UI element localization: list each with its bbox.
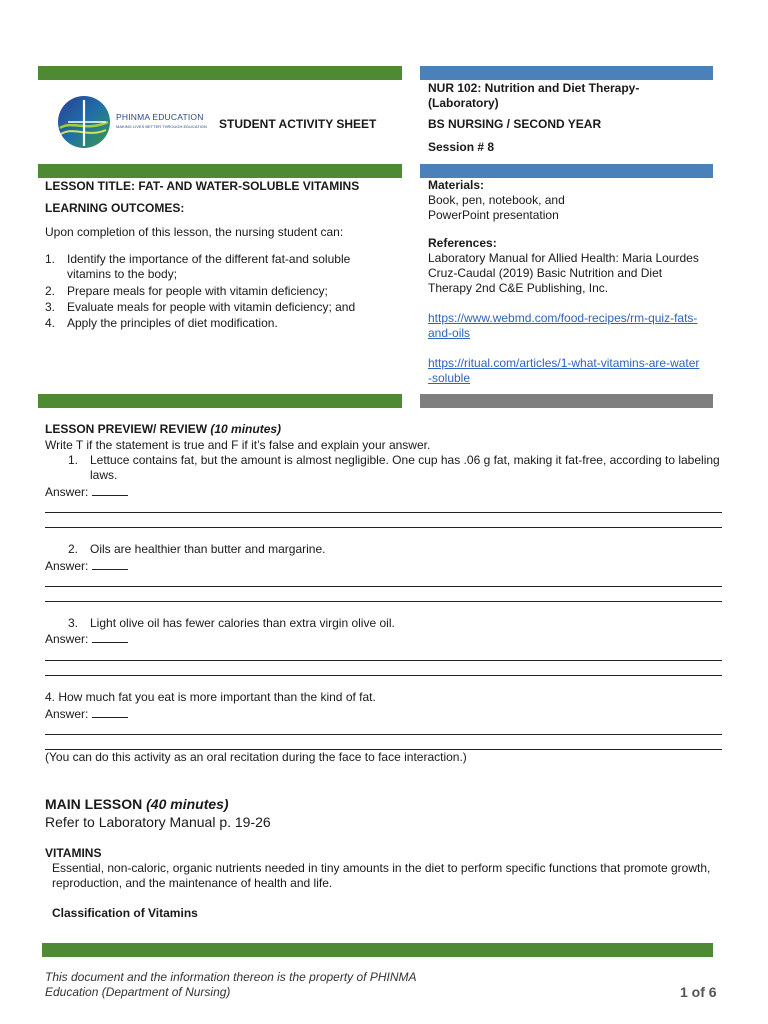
- question-1-number: 1.: [68, 453, 79, 467]
- logo-tagline: MAKING LIVES BETTER THROUGH EDUCATION: [116, 124, 207, 129]
- outcome-number: 3.: [45, 300, 56, 314]
- answer-label: Answer:: [45, 485, 89, 499]
- reference-link-ritual[interactable]: https://ritual.com/articles/1-what-vitamins-are-water-soluble: [428, 356, 700, 385]
- materials-text: Book, pen, notebook, and PowerPoint presentation: [428, 193, 565, 222]
- references-heading: References:: [428, 236, 497, 250]
- preview-instructions: Write T if the statement is true and F if it’s false and explain your answer.: [45, 438, 431, 452]
- answer-3: [45, 631, 128, 646]
- answer-label: Answer:: [45, 632, 89, 646]
- phinma-logo-icon: [56, 92, 112, 152]
- materials-heading: Materials:: [428, 178, 485, 192]
- answer-4: [45, 706, 128, 721]
- references-text: Laboratory Manual for Allied Health: Maria Lourdes Cruz-Caudal (2019) Basic Nutrition and Diet Therapy 2nd C&E Publishing, Inc.: [428, 251, 699, 295]
- question-2-text: Oils are healthier than butter and margarine.: [90, 542, 326, 556]
- session-number: Session # 8: [428, 140, 495, 154]
- preview-heading: [45, 422, 281, 436]
- answer-blank[interactable]: [92, 558, 128, 570]
- main-lesson-heading-time: (40 minutes): [146, 796, 229, 812]
- course-title: NUR 102: Nutrition and Diet Therapy-(Laboratory): [428, 81, 640, 110]
- answer-line[interactable]: [45, 601, 722, 602]
- vitamins-definition: Essential, non-caloric, organic nutrients needed in tiny amounts in the diet to perform specific functions that promote growth, reproduction, and the maintenance of health and life.: [52, 861, 711, 890]
- answer-line[interactable]: [45, 734, 722, 735]
- sheet-title: STUDENT ACTIVITY SHEET: [219, 117, 377, 131]
- answer-line[interactable]: [45, 675, 722, 676]
- header-blue-bar: [420, 66, 713, 80]
- divider-gray-bar: [420, 394, 713, 408]
- main-lesson-refer: Refer to Laboratory Manual p. 19-26: [45, 814, 271, 830]
- outcome-text: Evaluate meals for people with vitamin deficiency; and: [67, 300, 356, 314]
- question-1-text: Lettuce contains fat, but the amount is almost negligible. One cup has .06 g fat, making it fat-free, according to labeling laws.: [90, 453, 720, 482]
- outcomes-intro: Upon completion of this lesson, the nursing student can:: [45, 225, 344, 239]
- preview-heading-text: LESSON PREVIEW/ REVIEW: [45, 422, 211, 436]
- answer-line[interactable]: [45, 660, 722, 661]
- outcome-number: 1.: [45, 252, 56, 266]
- learning-outcomes-heading: LEARNING OUTCOMES:: [45, 201, 185, 215]
- classification-heading: Classification of Vitamins: [52, 906, 198, 920]
- question-2-number: 2.: [68, 542, 79, 556]
- question-3-number: 3.: [68, 616, 79, 630]
- phinma-logo: [56, 92, 226, 152]
- answer-line[interactable]: [45, 527, 722, 528]
- logo-text: PHINMA EDUCATION: [116, 112, 204, 122]
- answer-label: Answer:: [45, 559, 89, 573]
- answer-2: [45, 558, 128, 573]
- preview-note: (You can do this activity as an oral recitation during the face to face interaction.): [45, 750, 467, 764]
- footer-green-bar: [42, 943, 713, 957]
- footer-disclaimer: This document and the information thereon is the property of PHINMA Education (Department of Nursing): [45, 970, 417, 999]
- question-4-text: 4. How much fat you eat is more important than the kind of fat.: [45, 690, 376, 704]
- answer-blank[interactable]: [92, 706, 128, 718]
- answer-line[interactable]: [45, 512, 722, 513]
- answer-blank[interactable]: [92, 484, 128, 496]
- section-blue-bar: [420, 164, 713, 178]
- answer-1: [45, 484, 128, 499]
- main-lesson-heading-text: MAIN LESSON: [45, 796, 147, 812]
- outcome-number: 4.: [45, 316, 56, 330]
- preview-heading-time: (10 minutes): [210, 422, 282, 436]
- answer-blank[interactable]: [92, 631, 128, 643]
- outcome-text: Apply the principles of diet modification.: [67, 316, 278, 330]
- answer-line[interactable]: [45, 586, 722, 587]
- question-3-text: Light olive oil has fewer calories than extra virgin olive oil.: [90, 616, 395, 630]
- main-lesson-heading: [45, 796, 229, 812]
- answer-label: Answer:: [45, 707, 89, 721]
- section-green-bar: [38, 164, 402, 178]
- header-green-bar: [38, 66, 402, 80]
- outcome-text: Identify the importance of the different fat-and soluble vitamins to the body;: [67, 252, 351, 281]
- lesson-title: LESSON TITLE: FAT- AND WATER-SOLUBLE VITAMINS: [45, 179, 360, 193]
- outcome-text: Prepare meals for people with vitamin deficiency;: [67, 284, 328, 298]
- vitamins-heading: VITAMINS: [45, 846, 102, 860]
- program-year: BS NURSING / SECOND YEAR: [428, 117, 602, 131]
- reference-link-webmd[interactable]: https://www.webmd.com/food-recipes/rm-quiz-fats-and-oils: [428, 311, 698, 340]
- divider-green-bar: [38, 394, 402, 408]
- outcome-item: [45, 252, 390, 282]
- page-number: 1 of 6: [680, 984, 717, 1000]
- outcome-number: 2.: [45, 284, 56, 298]
